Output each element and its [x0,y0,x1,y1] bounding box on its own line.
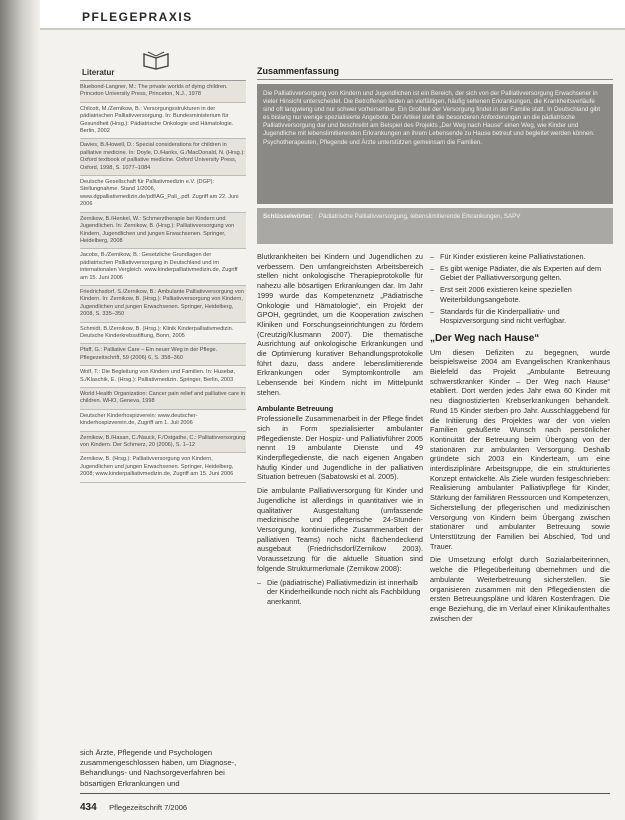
paragraph: Blutkrankheiten bei Kindern und Jugendlichen zu verbessern. Den umfangreichsten Arbeitsbereich stellen nicht onkologische Therapieprotokolle für nahezu alle bösartigen Erkrankungen dar. Im Jahr 1999 wurde das Kompetenznetz „Pädiatrische Onkologie und Hämatologie“, ein Projekt der GPOH, gegründet, um die Kooperation zwischen Kliniken und Forschungseinrichtungen zu fördern (Creutzig/Klusmann 2007). Die thematische Ausrichtung auf onkologische Erkrankungen und die Optimierung kurativer Behandlungsprotokolle führt dazu, dass andere lebenslimitierende Erkrankungen oder Symptomkontrolle am Lebensende bei Kindern nicht im Mittelpunkt stehen. [257,252,423,397]
list-item-text: Erst seit 2006 existieren keine speziellen Weiterbildungsangebote. [440,285,572,304]
reference-item: Davies, B./Howell, D.: Special considerations for children in palliative medicine. In: Doyle, D./Hanks, G./MacDonald, N. (Hrsg.): Oxford textbook of palliative medicine. Oxford University Press, Oxford, 1998, S. 1077–1084 [80,139,246,176]
reference-item: Friedrichsdorf, S./Zernikow, B.: Ambulante Palliativversorgung von Kindern. In: Zernikow, B. (Hrsg.): Palliativversorgung von Kindern, Jugendlichen und jungen Erwachsenen. Springer, Heidelberg, 2008, S. 335–350 [80,286,246,323]
bullet-marker: – [430,306,435,316]
keywords-label: Schlüsselwörter: [263,213,313,220]
literature-header [82,50,242,80]
subheading: Ambulante Betreuung [257,403,334,413]
list-item [430,285,610,304]
paragraph: Professionelle Zusammenarbeit in der Pflege findet sich in Form spezialisierter ambulanter Pflegedienste. Der Hospiz- und Palliativführer 2005 nennt 19 ambulante Dienste und 49 Kinderpflegedienste, die nach eigenen Angaben häufig Kinder und Jugendliche in der palliativen Situation betreuen (Sabatowski et al. 2005). [257,414,423,482]
bullet-marker: – [430,285,435,295]
page-number: 434 [80,802,97,813]
reference-item: Schmidt, B./Zernikow, B. (Hrsg.): Klinik Kinderpalliativmedizin. Deutsche Kinderkrebsstiftung, Bonn, 2005 [80,323,246,345]
keywords-box [257,208,613,244]
reference-item: Zernikow, B./Hasan, C./Nauck, F./Ostgathe, C.: Palliativversorgung von Kindern. Der Schmerz, 20 (2006), S. 1–12 [80,432,246,454]
reference-item: Deutscher Kinderhospizverein: www.deutscher-kinderhospizverein.de, Zugriff am 1. Juli 2006 [80,410,246,432]
summary-title: Zusammenfassung [257,66,613,80]
summary-section [257,66,613,244]
reference-item: Jacobs, B./Zernikow, B.: Gesetzliche Grundlagen der pädiatrischen Palliativversorgung in Deutschland und im internationalen Vergleich. www.kinderpalliativmedizin.de, Zugriff am 15. Juni 2006 [80,249,246,286]
journal-issue: Pflegezeitschrift 7/2006 [109,803,188,812]
body-column-middle [257,252,423,609]
reference-item: Wolf, T.: Die Begleitung von Kindern und Familien. In: Husebø, S./Klaschik, E. (Hrsg.): Palliativmedizin. Springer, Berlin, 2003 [80,366,246,388]
list-item [430,252,610,262]
list-item [430,307,610,326]
reference-item: Pfaff, G.: Palliative Care – Ein neuer Weg in der Pflege. Pflegezeitschrift, 59 (2006) 6, S. 358–360 [80,344,246,366]
open-book-icon [142,50,170,70]
page-footer [80,793,610,815]
bullet-marker: – [430,252,435,261]
reference-item: Zernikow, B. (Hrsg.): Palliativversorgung von Kindern, Jugendlichen und jungen Erwachsenen. Springer, Heidelberg, 2008; www.kinderpalliativmedizin.de, Zugriff am 15. Juni 2006 [80,453,246,482]
reference-list [80,80,246,741]
body-column-right [430,252,610,627]
literature-title: Literatur [82,68,115,77]
page-gutter-shadow [0,0,40,820]
list-item-text: Es gibt wenige Pädiater, die als Experten auf dem Gebiet der Palliativversorgung gelten. [440,263,602,283]
left-column-text: sich Ärzte, Pflegende und Psychologen zusammengeschlossen haben, um Diagnose-, Behandlungs- und Nachsorgeverfahren bei bösartigen Erkrankungen und [80,748,237,788]
bullet-marker: – [257,577,262,587]
summary-text: Die Palliativversorgung von Kindern und Jugendlichen ist ein Bereich, der sich von der Palliativversorgung Erwachsener in vieler Hinsicht unterscheidet. Die Betroffenen leiden an vielfältigen, häufig seltenen Erkrankungen, die Krankheitsverläufe sind oft langwierig und nur schwer vorhersehbar. Ein Großteil der Versorgung findet in der Familie statt. In Deutschland gibt es bislang nur wenige spezialisierte Angebote. Der Artikel stellt die besonderen Anforderungen an die pädiatrische Palliativversorgung dar und beschreibt am Beispiel des Projekts „Der Weg nach Hause“ einen Weg, wie Kinder und Jugendliche mit lebenslimitierenden Erkrankungen an ihrem Lebensende zu Hause betreut und begleitet werden können. Psychotherapeuten, Pflegende und Ärzte unterstützen gemeinsam die Familien. [257,84,613,204]
reference-item: Bluebond-Langner, M.: The private worlds of dying children. Princeton University Press, Princeton, N.J., 1978 [80,81,246,103]
reference-item: Zernikow, B./Henkel, W.: Schmerztherapie bei Kindern und Jugendlichen. In: Zernikow, B. (Hrsg.): Palliativversorgung von Kindern, Jugendlichen und jungen Erwachsenen. Springer, Heidelberg, 2008 [80,213,246,250]
list-item-text: Für Kinder existieren keine Palliativstationen. [440,252,586,261]
reference-item: Chilcott, M./Zernikow, B.: Versorgungsstrukturen in der pädiatrischen Palliativversorgung. In: Bundesministerium für Gesundheit (Hrsg.): Pädiatrische Onkologie und Hämatologie. Berlin, 2002 [80,103,246,140]
bullet-marker: – [430,263,435,273]
paragraph: Die Umsetzung erfolgt durch Sozialarbeiterinnen, welche die Pflegeüberleitung übernehmen und die ambulante Weiterbetreuung sicherstellen. Sie organisieren zusammen mit den Pflegediensten die ersten Betreuungspläne und klären Kostenfragen. Die enge Beziehung, die im Verlauf einer Klinikaufenthaltes zwischen der [430,555,610,623]
section-rubric: PFLEGEPRAXIS [82,10,193,24]
reference-item: World Health Organization: Cancer pain relief and palliative care in children. WHO, Geneva, 1998 [80,388,246,410]
list-item [430,264,610,283]
list-item [257,578,423,607]
list-item-text: Die (pädiatrische) Palliativmedizin ist innerhalb der Kinderheilkunde noch nicht als Fachbildung anerkannt. [267,577,421,606]
reference-item: Deutsche Gesellschaft für Palliativmedizin e.V. (DGP): Stellungnahme. Stand 1/2006, www.dgpalliativmedizin.de/pdf/AG_Pall_.pdf. Zugriff am 22. Juni 2006 [80,176,246,213]
section-heading: „Der Weg nach Hause“ [430,332,540,344]
paragraph: Die ambulante Palliativversorgung für Kinder und Jugendliche ist allerdings in quantitativer wie in qualitativer Ausgestaltung (umfassende medizinische und pflegerische 24-Stunden-Versorgung, kontinuierliche Zusammenarbeit der palliativen Teams) noch nicht flächendeckend ausgebaut (Friedrichsdorf/Zernikow 2003). Voraussetzung für die aktuelle Situation sind folgende Strukturmerkmale (Zernikow 2008): [257,486,423,573]
list-item-text: Standards für die Kinderpalliativ- und Hospizversorgung sind nicht verfügbar. [440,306,567,326]
keywords-text: Pädiatrische Palliativversorgung, lebenslimitierende Erkrankungen, SAPV [318,213,521,220]
paragraph: Um diesen Defiziten zu begegnen, wurde beispielsweise 2004 am Evangelischen Krankenhaus Bielefeld das Projekt „Ambulante Betreuung schwerstkranker Kinder – Der Weg nach Hause“ etabliert. Dort werden jedes Jahr etwa 60 Kinder mit neu diagnostizierten Krebserkrankungen behandelt. Rund 15 Kinder sterben pro Jahr. Ausschlaggebend für die Initiierung des Projektes war der von vielen Familien geäußerte Wunsch nach persönlicher Kontinuität der Betreuung beim Übergang von der stationären zur ambulanten Versorgung. Deshalb gründete sich 2003 ein Kinderteam, um eine interdisziplinäre Arbeitsgruppe, die ein strukturiertes Konzept entwickelte. Als Ziele wurden festgeschrieben: Realisierung ambulanter Palliativpflege für Kinder, Stärkung der familiären Ressourcen und Kompetenzen, Sicherstellung der pflegerischen und medizinischen Versorgung von Kindern beim Übergang zwischen stationärer und ambulanter Betreuung sowie Unterstützung der Familien bei Abschied, Tod und Trauer. [430,347,610,551]
